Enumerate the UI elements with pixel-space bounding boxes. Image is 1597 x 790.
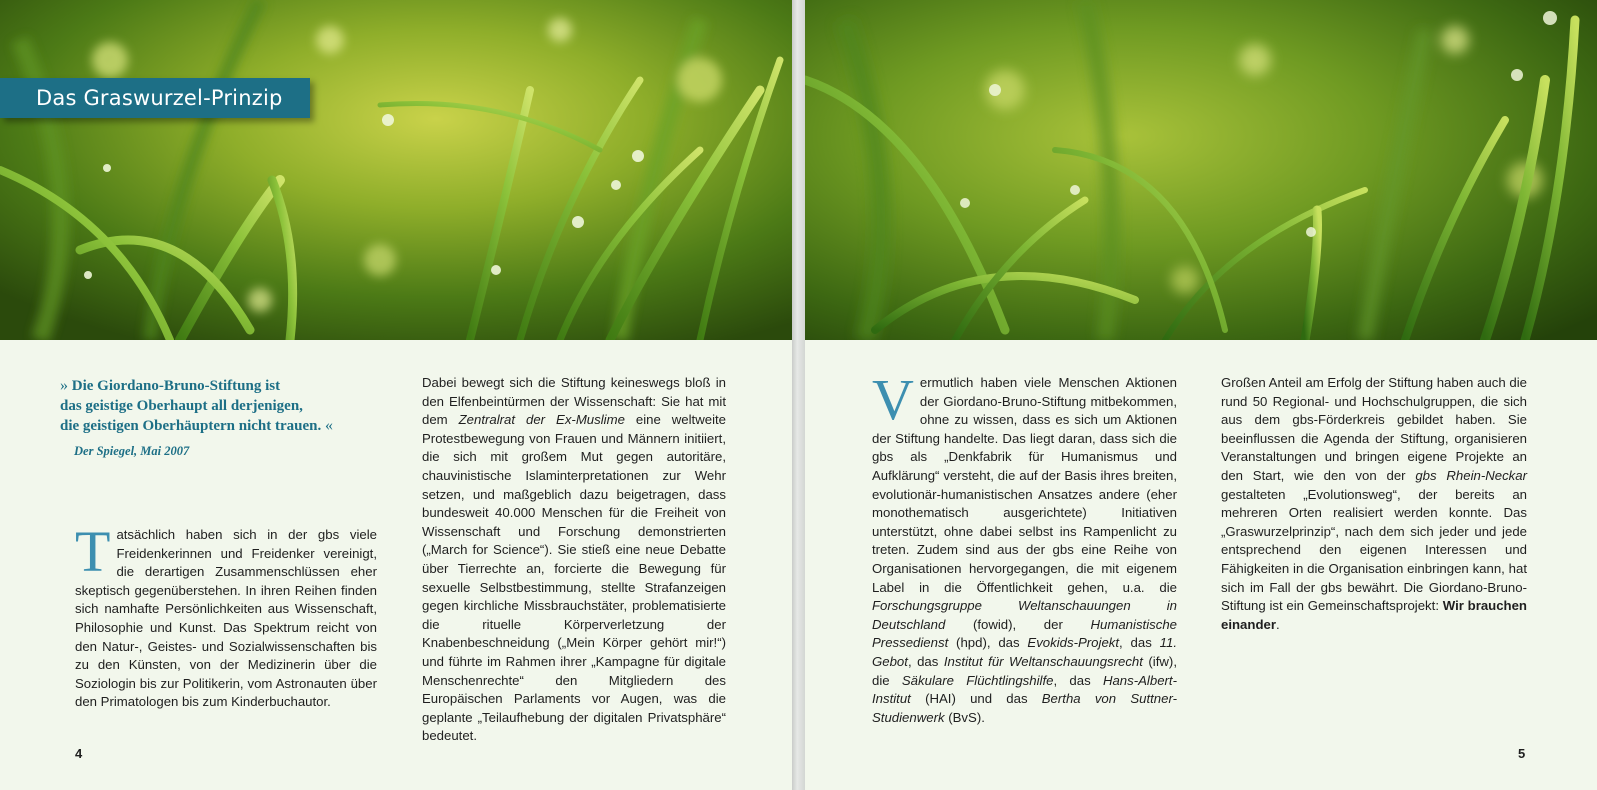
quote-source: Der Spiegel, Mai 2007 (74, 444, 190, 458)
text-run: (BvS). (944, 709, 985, 725)
text-run: Großen Anteil am Erfolg der Stiftung haben auch die rund 50 Regional- und Hochschulgruppen, die sich aus dem gbs-Förderkreis gebildet haben. Sie beeinflussen die Agenda der Stiftung, organisieren Veranstaltungen und bringen eigene Projekte an den Start, wie den von der (1221, 375, 1527, 483)
text-run: eine weltweite Protestbewegung von Frauen und Männern initiiert, die sich mit großem Mut gegen autoritäre, chauvinistische Islaminterpretationen zur Wehr setzen, und maßgeblich dazu beigetragen, dass bundesweit 40.000 Menschen für die Freiheit von Wissenschaft und Forschung demonstrierten („March for Science“). Sie stieß eine neue Debatte über Tierrechte an, forcierte die Bewegung für sexuelle Selbstbestimmung, stellte Strafanzeigen gegen kirchliche Missbrauchstäter, problematisierte die rituelle Körperverletzung der Knabenbeschneidung („Mein Körper gehört mir!“) und führte im Rahmen ihrer „Kampagne für digitale Menschenrechte“ den Mitgliedern des Europäischen Parlaments vor Augen, was die geplante „Teilaufhebung der digitalen Privatsphäre“ bedeutet. (422, 412, 727, 744)
text-run: gestalteten „Evolutionsweg“, der bereits an mehreren Orten realisiert werden konnte. Das „Graswurzelprinzip“, nach dem sich jeder und jede entsprechend den eigenen Interessen und Fähigkeiten in die Organisation einbringen kann, hat sich im Fall der gbs bewährt. Die Giordano-Bruno-Stiftung ist ein Gemeinschaftsprojekt: (1221, 486, 1527, 614)
text-run: . (1275, 616, 1280, 632)
grass-photo-right (805, 0, 1597, 340)
dropcap-letter: T (75, 519, 111, 584)
emphasis-run: Hans-Albert-Institut (872, 672, 1177, 707)
quote-open-mark: » (60, 377, 68, 394)
text-run: , das (1053, 672, 1103, 688)
text-run: , das (1119, 635, 1160, 651)
section-title: Das Graswurzel-Prinzip (0, 78, 310, 118)
quote-text (60, 376, 360, 436)
grass-photo-left (0, 0, 792, 340)
right-page (805, 0, 1597, 790)
left-col1-text: atsächlich haben sich in der gbs viele Freidenkerinnen und Freidenker vereinigt, die derartigen Zusammenschlüssen eher skeptisch gegenüberstehen. In ihren Reihen finden sich namhafte Persönlichkeiten aus Wissenschaft, Philosophie und Kunst. Das Spektrum reicht von den Natur-, Geistes- und Sozialwissenschaften bis zu den Künsten, von der Medizinerin über die Soziologin bis zur Politikerin, vom Astronauten über den Primatologen bis zum Kinderbuchautor. (75, 527, 377, 710)
quote-close-mark: « (325, 417, 333, 434)
text-run: , das (907, 653, 944, 669)
text-run: (HAI) und das (910, 691, 1042, 707)
text-run: (hpd), das (948, 635, 1028, 651)
left-col1-paragraph (75, 519, 377, 712)
page-number-left: 4 (75, 746, 83, 761)
emphasis-run: gbs Rhein-Neckar (1415, 467, 1527, 483)
bold-run: Wir brauchen einander (1221, 598, 1527, 632)
right-column-2 (1221, 374, 1527, 634)
page-number-right: 5 (1518, 746, 1526, 761)
text-run: Dabei bewegt sich die Stiftung keineswegs bloß in den Elfenbeintürmen der Wissenschaft: Sie hat mit dem (422, 375, 726, 428)
emphasis-run: Zentralrat der Ex-Muslime (458, 412, 625, 428)
emphasis-run: Forschungsgruppe Weltanschauungen in Deutschland (872, 598, 1177, 632)
left-column-2 (422, 374, 726, 746)
right-col1-paragraph (872, 367, 1177, 727)
right-column-1 (872, 367, 1177, 727)
left-column-1 (75, 519, 377, 712)
emphasis-run: Säkulare Flüchtlingshilfe (901, 672, 1054, 688)
quote-body: Die Giordano-Bruno-Stiftung ist das geistige Oberhaupt all derjenigen, die geistigen Oberhäuptern nicht trauen. (60, 378, 322, 434)
emphasis-run: Institut für Weltanschauungsrecht (943, 653, 1143, 669)
emphasis-run: 11. Gebot (872, 635, 1177, 669)
text-run: (ifw), die (872, 653, 1177, 688)
emphasis-run: Bertha von Suttner-Studienwerk (872, 691, 1177, 725)
text-run: ermutlich haben viele Menschen Aktionen der Giordano-Bruno-Stiftung mitbekommen, ohne zu wissen, dass es sich um Aktionen der Stiftung handelte. Das liegt daran, dass sich die gbs als „Denkfabrik für Humanismus und Aufklärung“ versteht, die auf der Basis ihres breiten, evolutionär-humanistischen Ansatzes andere (eher monothematisch ausgerichtete) Initiativen unterstützt, ohne dabei selbst ins Rampenlicht zu treten. Zudem sind aus der gbs eine Reihe von Organisationen hervorgegangen, die mit eigenem Label in die Öffentlichkeit gehen, u.a. die (872, 375, 1177, 595)
left-page (0, 0, 792, 790)
emphasis-run: Evokids-Projekt (1027, 635, 1120, 651)
book-gutter (792, 0, 805, 790)
left-col2-paragraph (422, 374, 726, 746)
right-col2-paragraph (1221, 374, 1527, 634)
text-run: (fowid), der (945, 616, 1091, 632)
pull-quote (60, 376, 360, 459)
emphasis-run: Humanistische Pressedienst (872, 616, 1177, 651)
dropcap-letter: V (872, 367, 914, 432)
